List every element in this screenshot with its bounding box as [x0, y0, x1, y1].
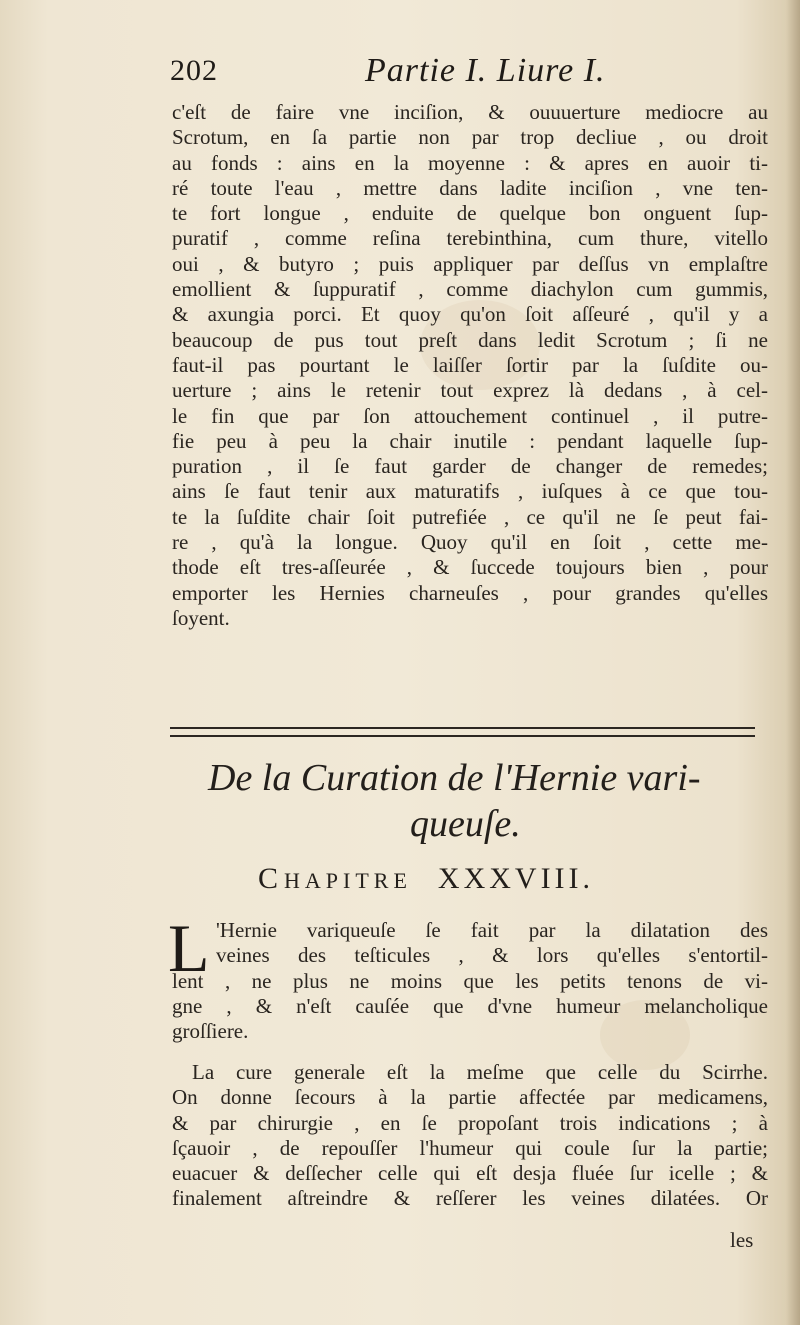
paragraph-varicose-hernia-definition: [172, 918, 768, 1044]
text-line: 'Hernie variqueuſe ſe fait par la dilatation des: [216, 918, 768, 942]
text-line: lent , ne plus ne moins que les petits tenons de vi-: [172, 968, 768, 993]
catchword: les: [730, 1228, 754, 1252]
text-line: c'eſt de faire vne inciſion, & ouuuerture mediocre au: [172, 100, 768, 124]
text-line: ſoyent.: [172, 605, 230, 630]
text-line: euacuer & deſſecher celle qui eſt desja fluée ſur icelle ; &: [172, 1161, 768, 1186]
text-line: La cure generale eſt la meſme que celle du Scirrhe.: [192, 1060, 768, 1084]
text-line: thode eſt tres-aſſeurée , & ſuccede toujours bien , pour: [172, 555, 768, 580]
text-line: fie peu à peu la chair inutile : pendant laquelle ſup-: [172, 428, 768, 453]
text-line: au fonds : ains en la moyenne : & apres en auoir ti-: [172, 150, 768, 175]
section-title-line: De la Curation de l'Hernie vari-: [208, 757, 701, 799]
text-line: & axungia porci. Et quoy qu'on ſoit aſſeuré , qu'il y a: [172, 302, 768, 327]
section-divider-rule: [170, 727, 755, 737]
text-line: emporter les Hernies charneuſes , pour grandes qu'elles: [172, 580, 768, 605]
text-line: te la ſuſdite chair ſoit putrefiée , ce qu'il ne ſe peut fai-: [172, 504, 768, 529]
text-line: oui , & butyro ; puis appliquer par deſſus vn emplaſtre: [172, 251, 768, 276]
paragraph-hernia-treatment: [172, 100, 768, 631]
drop-cap-letter: L: [168, 910, 210, 986]
text-line: le fin que par ſon attouchement continuel , il putre-: [172, 403, 768, 428]
text-line: Scrotum, en ſa partie non par trop decliue , ou droit: [172, 125, 768, 150]
text-line: re , qu'à la longue. Quoy qu'il en ſoit , cette me-: [172, 530, 768, 555]
chapter-heading: [258, 862, 594, 896]
text-line: beaucoup de pus tout preſt dans ledit Scrotum ; ſi ne: [172, 327, 768, 352]
running-head: Partie I. Liure I.: [365, 52, 606, 89]
text-line: uerture ; ains le retenir tout exprez là dedans , à cel-: [172, 378, 768, 403]
text-line: finalement aſtreindre & reſſerer les veines dilatées. Or: [172, 1186, 768, 1211]
text-line: groſſiere.: [172, 1019, 249, 1044]
text-line: puratif , comme reſina terebinthina, cum thure, vitello: [172, 226, 768, 251]
text-line: ré toute l'eau , mettre dans ladite inciſion , vne ten-: [172, 175, 768, 200]
text-line: puration , il ſe faut garder de changer de remedes;: [172, 454, 768, 479]
text-line: te fort longue , enduite de quelque bon onguent ſup-: [172, 201, 768, 226]
section-title-line: queuſe.: [410, 803, 521, 845]
text-line: faut-il pas pourtant le laiſſer ſortir par la ſuſdite ou-: [172, 352, 768, 377]
text-line: On donne ſecours à la partie affectée par medicamens,: [172, 1085, 768, 1110]
chapter-word-initial: C: [258, 862, 285, 895]
chapter-word-rest: HAPITRE: [284, 868, 412, 893]
page-number: 202: [170, 54, 218, 87]
chapter-number: XXXVIII.: [437, 862, 595, 895]
text-line: emollient & ſuppuratif , comme diachylon cum gummis,: [172, 277, 768, 302]
text-line: & par chirurgie , en ſe propoſant trois indications ; à: [172, 1110, 768, 1135]
section-title: [200, 755, 770, 847]
text-line: ſçauoir , de repouſſer l'humeur qui coule ſur la partie;: [172, 1135, 768, 1160]
text-line: veines des teſticules , & lors qu'elles s'entortil-: [216, 943, 768, 968]
text-line: gne , & n'eſt cauſée que d'vne humeur melancholique: [172, 993, 768, 1018]
text-line: ains ſe faut tenir aux maturatifs , iuſques à ce que tou-: [172, 479, 768, 504]
paragraph-general-cure: [172, 1060, 768, 1212]
page-header: [170, 54, 770, 94]
page-edge-shadow: [786, 0, 800, 1325]
